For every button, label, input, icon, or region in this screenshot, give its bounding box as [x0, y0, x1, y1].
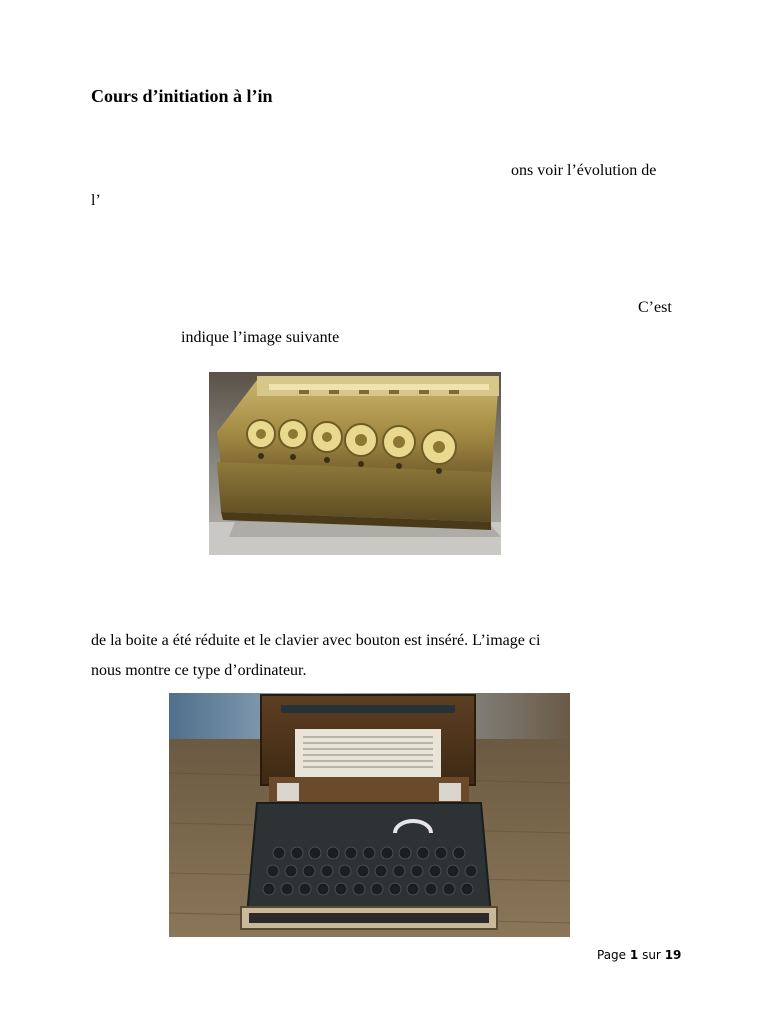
footer-total-pages: 19	[664, 948, 682, 962]
footer-page-word: Page	[597, 948, 627, 962]
document-title: Cours d’initiation à l’in	[91, 86, 273, 106]
paragraph-2-line-2: indique l’image suivante	[181, 329, 340, 346]
machine-image	[169, 693, 570, 937]
paragraph-1-line-1: ons voir l’évolution de	[511, 162, 657, 179]
paragraph-1-line-2: l’	[91, 192, 101, 209]
footer-page-number: 1	[629, 948, 639, 962]
footer-of-word: sur	[642, 948, 661, 962]
page-footer	[597, 948, 681, 962]
paragraph-3-line-2: nous montre ce type d’ordinateur.	[91, 662, 307, 679]
paragraph-2-line-1: C’est	[638, 299, 672, 316]
calculator-image	[209, 372, 501, 555]
paragraph-3-line-1: de la boite a été réduite et le clavier avec bouton est inséré. L’image ci	[91, 632, 541, 649]
